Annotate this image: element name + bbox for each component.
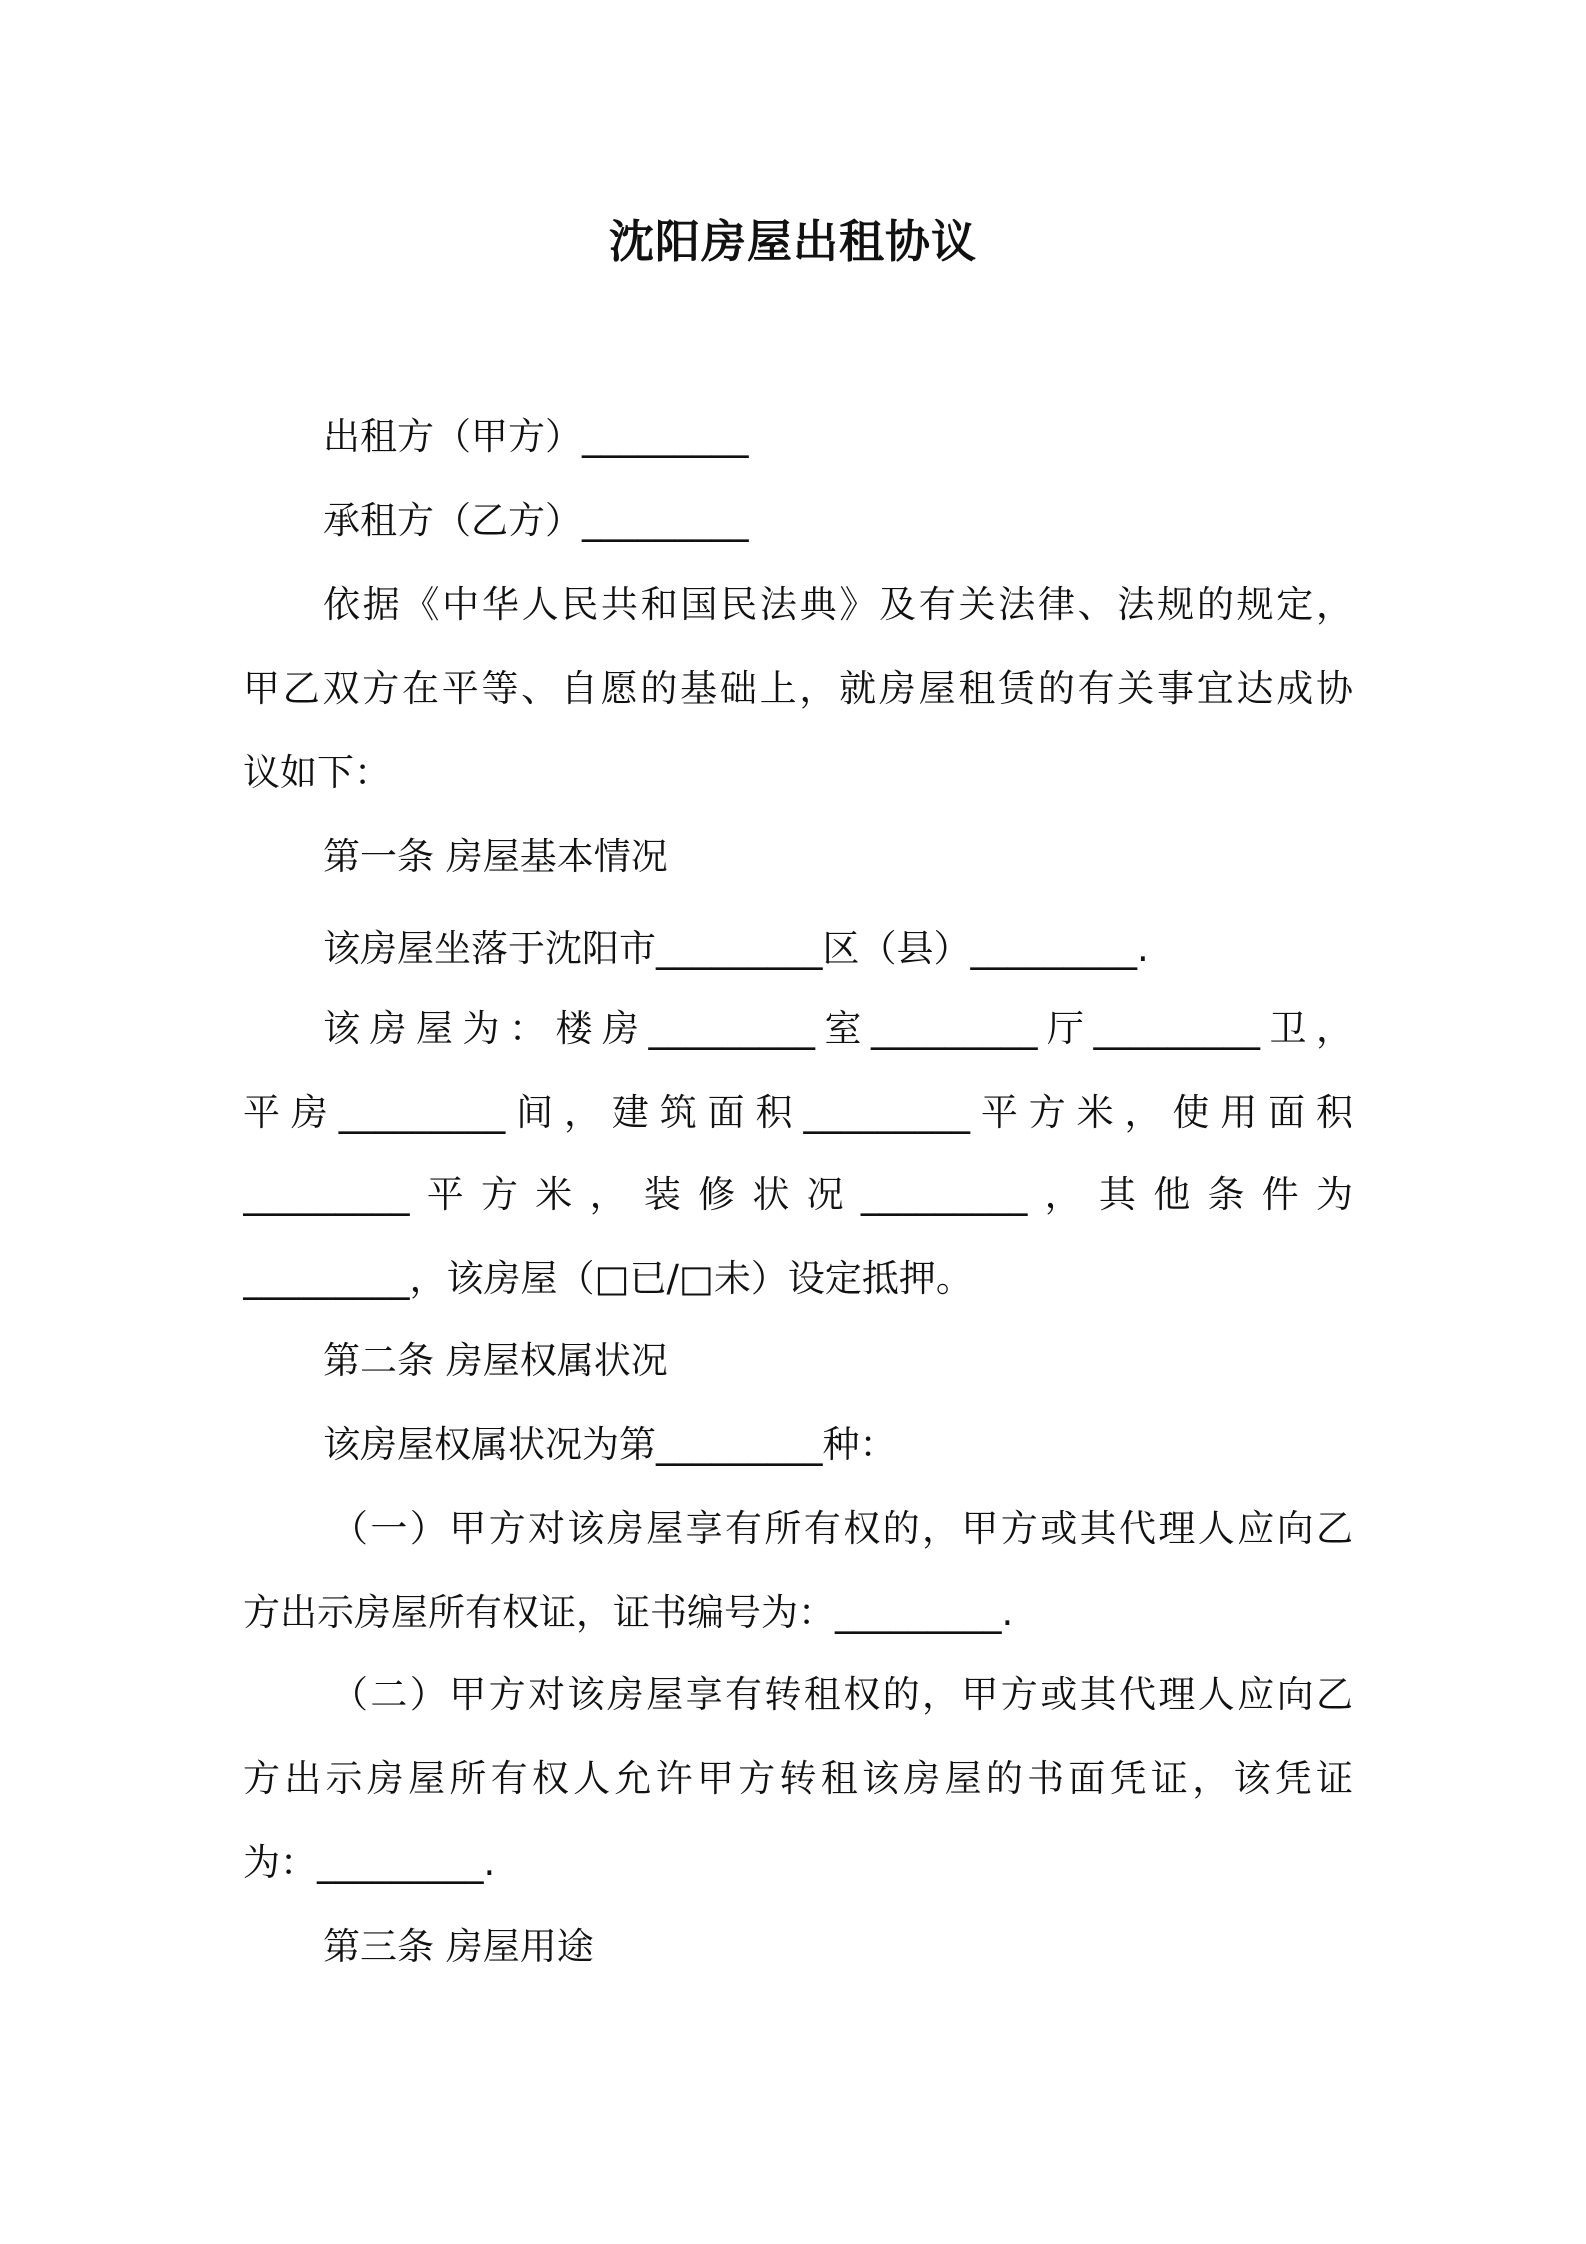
article-2-clause-2-line-2: 方出示房屋所有权人允许甲方转租该房屋的书面凭证，该凭证 [243,1757,1353,1800]
article-2-heading: 第二条 房屋权属状况 [323,1339,668,1382]
preamble-line-3: 议如下： [243,751,391,794]
article-1-line-2: 该房屋为：楼房_________室_________厅_________卫， [323,1007,1353,1050]
preamble-line-2: 甲乙双方在平等、自愿的基础上，就房屋租赁的有关事宜达成协 [243,667,1353,710]
article-1-line-5: _________，该房屋（□已/□未）设定抵押。 [243,1257,973,1300]
article-1-location-line: 该房屋坐落于沈阳市_________区（县）_________. [323,927,1149,970]
article-2-clause-2-line-1: （二）甲方对该房屋享有转租权的，甲方或其代理人应向乙 [331,1673,1353,1716]
article-1-line-3: 平房_________间，建筑面积_________平方米，使用面积 [243,1091,1353,1134]
article-2-line-1: 该房屋权属状况为第_________种： [323,1423,897,1466]
article-2-clause-1-line-1: （一）甲方对该房屋享有所有权的，甲方或其代理人应向乙 [331,1507,1353,1550]
document-title: 沈阳房屋出租协议 [608,215,977,268]
article-2-clause-2-line-3: 为：_________. [243,1841,496,1884]
lessor-line: 出租方（甲方）_________ [323,415,749,458]
article-1-line-4: _________平方米，装修状况_________，其他条件为 [243,1173,1353,1216]
article-2-clause-1-line-2: 方出示房屋所有权证，证书编号为：_________. [243,1591,1014,1634]
article-1-heading: 第一条 房屋基本情况 [323,835,668,878]
preamble-line-1: 依据《中华人民共和国民法典》及有关法律、法规的规定， [323,583,1353,626]
article-3-heading: 第三条 房屋用途 [323,1925,594,1968]
lessee-line: 承租方（乙方）_________ [323,499,749,542]
